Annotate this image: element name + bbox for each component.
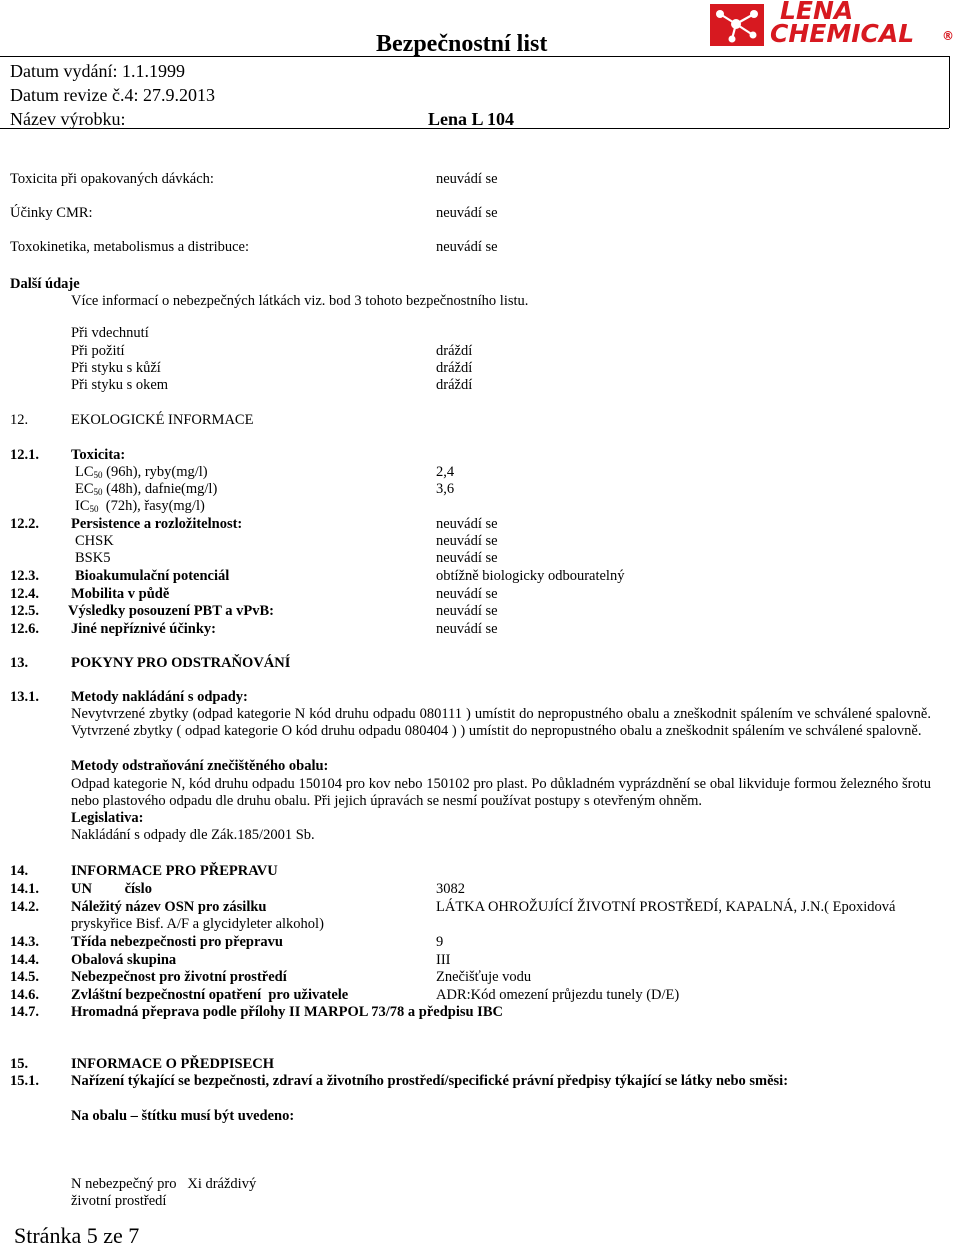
transport-row-number: 14.7. bbox=[10, 1004, 39, 1020]
transport-row-label: Náležitý název OSN pro zásilku bbox=[71, 899, 267, 915]
lc50-label: $LC_{50}$ (96h), ryby(mg/l) bbox=[75, 464, 208, 480]
bioaccumulation-number: 12.3. bbox=[10, 568, 39, 584]
header-top-rule bbox=[0, 56, 949, 57]
bsk5-value: neuvádí se bbox=[436, 550, 498, 566]
pbt-value: neuvádí se bbox=[436, 603, 498, 619]
mobility-value: neuvádí se bbox=[436, 586, 498, 602]
other-effects-title: Jiné nepříznivé účinky: bbox=[71, 621, 217, 637]
section-15-title: INFORMACE O PŘEDPISECH bbox=[71, 1056, 275, 1072]
toxicity-number: 12.1. bbox=[10, 447, 39, 463]
transport-row-label: Hromadná přeprava podle přílohy II MARPOL 73/78 a předpisu IBC bbox=[71, 1004, 503, 1020]
route-ingestion-value: dráždí bbox=[436, 343, 473, 359]
product-label: Název výrobku: bbox=[10, 109, 126, 129]
persistence-number: 12.2. bbox=[10, 516, 39, 532]
chsk-label: CHSK bbox=[75, 533, 114, 549]
lc50-value: 2,4 bbox=[436, 464, 455, 480]
cmr-label: Účinky CMR: bbox=[10, 205, 93, 221]
packaging-disposal-text: Odpad kategorie N, kód druhu odpadu 150104 pro kov nebo 150102 pro plast. Po důkladném vyprázdnění se obal likviduje formou železného šrotu nebo plastového odpadu dle druhu obalu. Při jejich úpravách se nesmí používat postupy s otevřeným ohněm. bbox=[71, 776, 931, 809]
pbt-number: 12.5. bbox=[10, 603, 39, 619]
further-info-text: Více informací o nebezpečných látkách viz. bod 3 tohoto bezpečnostního listu. bbox=[71, 293, 529, 309]
header-right-rule bbox=[949, 56, 950, 128]
transport-row-label: Nebezpečnost pro životní prostředí bbox=[71, 969, 287, 985]
mobility-number: 12.4. bbox=[10, 586, 39, 602]
header-bottom-rule bbox=[0, 128, 949, 129]
section-12-number: 12. bbox=[10, 412, 29, 428]
transport-row-value: ADR:Kód omezení průjezdu tunely (D/E) bbox=[436, 987, 680, 1003]
hazard-symbols-line1: N nebezpečný pro Xi dráždivý bbox=[71, 1176, 257, 1192]
other-effects-value: neuvádí se bbox=[436, 621, 498, 637]
route-eye-value: dráždí bbox=[436, 377, 473, 393]
waste-methods-number: 13.1. bbox=[10, 689, 39, 705]
section-13-number: 13. bbox=[10, 655, 29, 671]
bioaccumulation-value: obtížně biologicky odbouratelný bbox=[436, 568, 625, 584]
route-skin-label: Při styku s kůží bbox=[71, 360, 161, 376]
further-info-heading: Další údaje bbox=[10, 276, 80, 292]
ec50-label: $EC_{50}$ (48h), dafnie(mg/l) bbox=[75, 481, 218, 497]
packaging-disposal-title: Metody odstraňování znečištěného obalu: bbox=[71, 758, 329, 774]
route-inhalation-label: Při vdechnutí bbox=[71, 325, 149, 341]
transport-row-value-continued: pryskyřice Bisf. A/F a glycidyleter alkohol) bbox=[71, 916, 324, 932]
legislation-text: Nakládání s odpady dle Zák.185/2001 Sb. bbox=[71, 827, 315, 843]
logo-registered-mark: ® bbox=[942, 29, 954, 43]
bsk5-label: BSK5 bbox=[75, 550, 111, 566]
transport-row-number: 14.5. bbox=[10, 969, 39, 985]
section-15-number: 15. bbox=[10, 1056, 29, 1072]
transport-row-number: 14.4. bbox=[10, 952, 39, 968]
pbt-title: Výsledky posouzení PBT a vPvB: bbox=[68, 603, 274, 619]
document-title: Bezpečnostní list bbox=[376, 31, 548, 57]
regulations-title: Nařízení týkající se bezpečnosti, zdraví a životního prostředí/specifické právní předpisy týkající se látky nebo směsi: bbox=[71, 1073, 789, 1089]
toxicokinetics-label: Toxokinetika, metabolismus a distribuce: bbox=[10, 239, 249, 255]
persistence-title: Persistence a rozložitelnost: bbox=[71, 516, 243, 532]
waste-methods-title: Metody nakládání s odpady: bbox=[71, 689, 248, 705]
cmr-value: neuvádí se bbox=[436, 205, 498, 221]
route-skin-value: dráždí bbox=[436, 360, 473, 376]
toxicity-title: Toxicita: bbox=[71, 447, 126, 463]
transport-row-number: 14.1. bbox=[10, 881, 39, 897]
transport-row-number: 14.6. bbox=[10, 987, 39, 1003]
transport-row-label: UN číslo bbox=[71, 881, 152, 897]
issue-date: Datum vydání: 1.1.1999 bbox=[10, 61, 185, 81]
section-12-title: EKOLOGICKÉ INFORMACE bbox=[71, 412, 254, 428]
repeat-dose-value: neuvádí se bbox=[436, 171, 498, 187]
label-requirements-title: Na obalu – štítku musí být uvedeno: bbox=[71, 1108, 295, 1124]
bioaccumulation-title: Bioakumulační potenciál bbox=[75, 568, 230, 584]
logo-text-line1: LENA bbox=[780, 0, 854, 25]
legislation-title: Legislativa: bbox=[71, 810, 144, 826]
logo-molecule-icon bbox=[708, 2, 766, 48]
route-ingestion-label: Při požití bbox=[71, 343, 125, 359]
revision-date: Datum revize č.4: 27.9.2013 bbox=[10, 85, 215, 105]
section-14-title: INFORMACE PRO PŘEPRAVU bbox=[71, 863, 278, 879]
regulations-number: 15.1. bbox=[10, 1073, 39, 1089]
transport-row-number: 14.2. bbox=[10, 899, 39, 915]
chsk-value: neuvádí se bbox=[436, 533, 498, 549]
ec50-value: 3,6 bbox=[436, 481, 455, 497]
transport-row-value: LÁTKA OHROŽUJÍCÍ ŽIVOTNÍ PROSTŘEDÍ, KAPALNÁ, J.N.( Epoxidová bbox=[436, 899, 896, 915]
transport-row-value: Znečišťuje vodu bbox=[436, 969, 532, 985]
transport-row-number: 14.3. bbox=[10, 934, 39, 950]
company-logo bbox=[708, 2, 954, 50]
page-number: Stránka 5 ze 7 bbox=[14, 1223, 140, 1248]
waste-methods-text: Nevytvrzené zbytky (odpad kategorie N kód druhu odpadu 080111 ) umístit do nepropustného obalu a zneškodnit spálením ve schválené spalovně. Vytvrzené zbytky ( odpad kategorie O kód druhu odpadu 080404 ) ) umístit do nepropustného obalu a zneškodnit spálením ve schválené spalovně. bbox=[71, 706, 931, 739]
other-effects-number: 12.6. bbox=[10, 621, 39, 637]
transport-row-label: Třída nebezpečnosti pro přepravu bbox=[71, 934, 283, 950]
repeat-dose-label: Toxicita při opakovaných dávkách: bbox=[10, 171, 214, 187]
mobility-title: Mobilita v půdě bbox=[71, 586, 170, 602]
persistence-value: neuvádí se bbox=[436, 516, 498, 532]
product-name: Lena L 104 bbox=[428, 109, 515, 129]
route-eye-label: Při styku s okem bbox=[71, 377, 169, 393]
transport-row-value: 3082 bbox=[436, 881, 465, 897]
transport-row-value: 9 bbox=[436, 934, 444, 950]
ic50-label: $IC_{50}$ (72h), řasy(mg/l) bbox=[75, 498, 205, 514]
toxicokinetics-value: neuvádí se bbox=[436, 239, 498, 255]
logo-text-line2: CHEMICAL bbox=[770, 19, 915, 48]
hazard-symbols-line2: životní prostředí bbox=[71, 1193, 167, 1209]
section-14-number: 14. bbox=[10, 863, 29, 879]
transport-row-label: Obalová skupina bbox=[71, 952, 177, 968]
transport-row-value: III bbox=[436, 952, 451, 968]
transport-row-label: Zvláštní bezpečnostní opatření pro uživatele bbox=[71, 987, 349, 1003]
section-13-title: POKYNY PRO ODSTRAŇOVÁNÍ bbox=[71, 655, 291, 671]
